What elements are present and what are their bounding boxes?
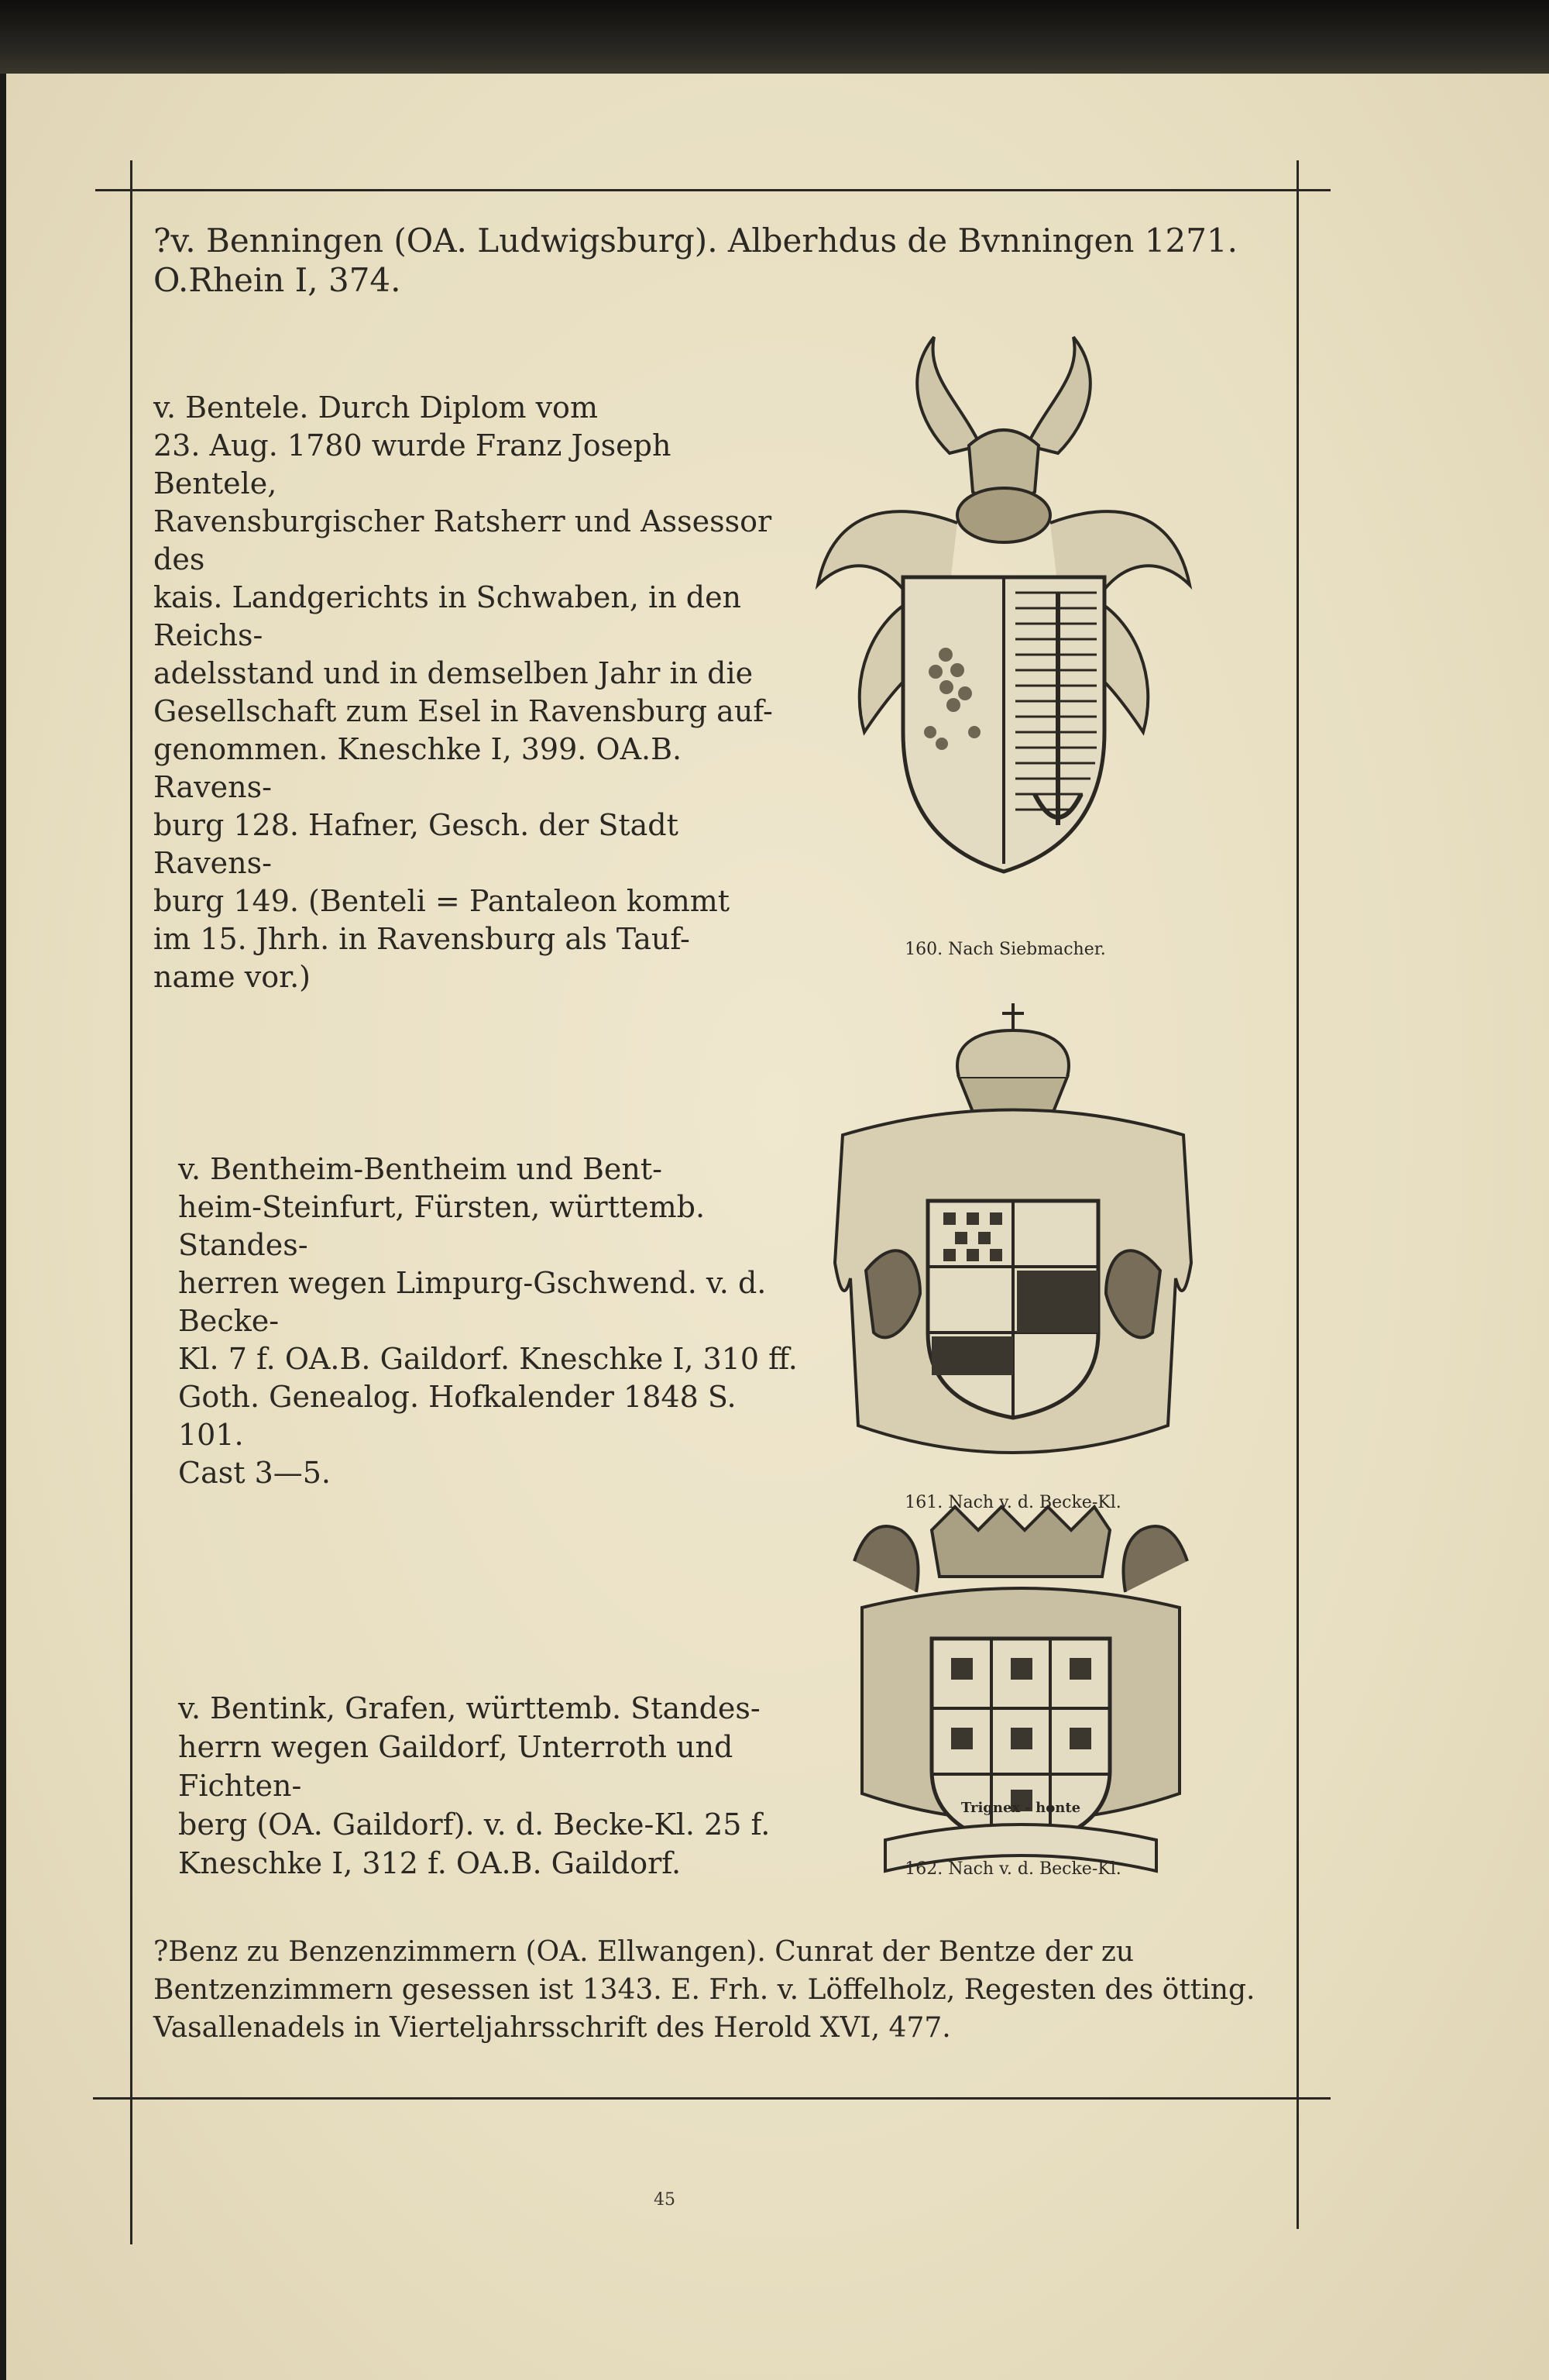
entry-bentheim-line-4: Kl. 7 f. OA.B. Gaildorf. Kneschke I, 310 ff. [178, 1342, 798, 1376]
entry-benningen-line-2: O.Rhein I, 374. [153, 261, 401, 299]
page-number: 45 [654, 2190, 675, 2210]
entry-bentink-line-2: herrn wegen Gaildorf, Unterroth und Fichten- [178, 1730, 733, 1803]
entry-benz-line-3: Vasallenadels in Vierteljahrsschrift des Herold XVI, 477. [153, 2012, 951, 2044]
entry-benz [153, 1933, 1292, 2047]
entry-benz-line-2: Bentzenzimmern gesessen ist 1343. E. Frh. v. Löffelholz, Regesten des ötting. [153, 1974, 1255, 2006]
entry-bentele-line-8: burg 128. Hafner, Gesch. der Stadt Ravens- [153, 808, 678, 880]
entry-bentheim-line-6: Cast 3—5. [178, 1456, 331, 1490]
coat-of-arms-bentheim-icon [819, 999, 1207, 1464]
entry-bentheim [178, 1150, 798, 1492]
entry-benz-line-1: ?Benz zu Benzenzimmern (OA. Ellwangen). Cunrat der Bentze der zu [153, 1936, 1135, 1968]
book-edge-shadow [0, 0, 1549, 74]
frame-left-rule [130, 160, 132, 2244]
entry-bentele-line-10: im 15. Jhrh. in Ravensburg als Tauf- [153, 922, 690, 956]
entry-bentele-line-6: Gesellschaft zum Esel in Ravensburg auf- [153, 694, 773, 728]
entry-bentheim-line-5: Goth. Genealog. Hofkalender 1848 S. 101. [178, 1380, 737, 1452]
entry-benningen-line-1: ?v. Benningen (OA. Ludwigsburg). Alberhdus de Bvnningen 1271. [153, 222, 1238, 260]
figure-162-caption: 162. Nach v. d. Becke-Kl. [905, 1859, 1121, 1879]
entry-benningen [153, 221, 1269, 300]
entry-bentink [178, 1689, 821, 1883]
book-page [6, 74, 1549, 2380]
figure-160-caption: 160. Nach Siebmacher. [905, 940, 1106, 959]
entry-bentele-line-3: Ravensburgischer Ratsherr und Assessor des [153, 504, 772, 576]
entry-bentele-line-7: genommen. Kneschke I, 399. OA.B. Ravens- [153, 732, 682, 804]
entry-bentele-line-1: v. Bentele. Durch Diplom vom [153, 390, 598, 425]
entry-bentele-line-9: burg 149. (Benteli = Pantaleon kommt [153, 884, 730, 918]
entry-bentink-line-1: v. Bentink, Grafen, württemb. Standes- [178, 1691, 761, 1725]
coat-of-arms-bentink-icon [839, 1499, 1203, 1902]
entry-bentheim-line-3: herren wegen Limpurg-Gschwend. v. d. Becke- [178, 1266, 767, 1338]
coat-of-arms-bentele-icon [802, 329, 1205, 941]
frame-bottom-rule [93, 2097, 1331, 2100]
entry-bentele-line-5: adelsstand und in demselben Jahr in die [153, 656, 754, 690]
entry-bentheim-line-1: v. Bentheim-Bentheim und Bent- [178, 1152, 662, 1186]
entry-bentheim-line-2: heim-Steinfurt, Fürsten, württemb. Standes- [178, 1190, 706, 1262]
entry-bentele [153, 389, 773, 996]
entry-bentele-line-11: name vor.) [153, 960, 311, 994]
entry-bentink-line-4: Kneschke I, 312 f. OA.B. Gaildorf. [178, 1846, 682, 1880]
entry-bentele-line-2: 23. Aug. 1780 wurde Franz Joseph Bentele, [153, 428, 671, 500]
figure-162-banner: Trignex - honte [960, 1800, 1081, 1816]
entry-bentele-line-4: kais. Landgerichts in Schwaben, in den Reichs- [153, 580, 742, 652]
figure-161-caption: 161. Nach v. d. Becke-Kl. [905, 1493, 1121, 1512]
frame-right-rule [1297, 160, 1299, 2229]
frame-top-rule [95, 189, 1331, 191]
entry-bentink-line-3: berg (OA. Gaildorf). v. d. Becke-Kl. 25 f. [178, 1807, 771, 1842]
